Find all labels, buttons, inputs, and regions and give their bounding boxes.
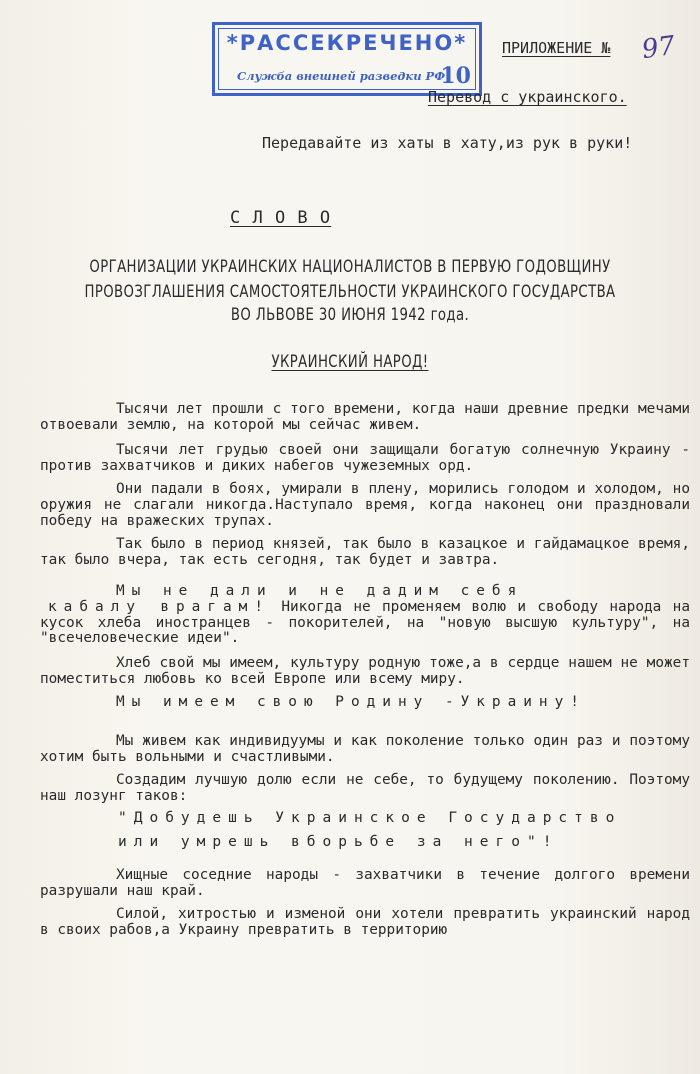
paragraph-text: Мы живем как индивидуумы и как поколение только один раз и поэтому хотим быть вольными и счастливыми. <box>40 733 690 765</box>
translation-note: Перевод с украинского. <box>428 88 627 106</box>
paragraph-text: Силой, хитростью и изменой они хотели превратить украинский народ в своих рабов,а Украину превратить в территорию <box>40 906 690 938</box>
paragraph <box>40 656 690 688</box>
slogan-line-1: "Добудешь Украинское Государство <box>118 810 622 826</box>
paragraph <box>40 907 690 939</box>
stamp-number: 10 <box>440 63 471 89</box>
paragraph-text: Хищные соседние народы - захватчики в течение долгого времени разрушали наш край. <box>40 867 690 899</box>
stamp-subtitle: Служба внешней разведки РФ <box>237 69 446 83</box>
paragraph <box>40 868 690 900</box>
title-line-3: ВО ЛЬВОВЕ 30 ИЮНЯ 1942 года. <box>230 305 470 325</box>
paragraph-text: Никогда не променяем волю и свободу народа на кусок хлеба иностранцев - покорителей, на "новую высшую культуру", на "всечеловеческие идеи". <box>40 598 690 647</box>
paragraph <box>40 584 690 647</box>
paragraph-text: Тысячи лет грудью своей они защищали богатую солнечную Украину - против захватчиков и диких набегов чужеземных орд. <box>40 442 690 474</box>
title-line-1: ОРГАНИЗАЦИИ УКРАИНСКИХ НАЦИОНАЛИСТОВ В ПЕРВУЮ ГОДОВЩИНУ <box>89 257 611 277</box>
address-heading: УКРАИНСКИЙ НАРОД! <box>271 352 429 372</box>
paragraph <box>40 443 690 475</box>
paragraph <box>40 537 690 569</box>
slogan-line-2: или умрешь вборьбе за него"! <box>118 834 559 850</box>
spaced-phrase: Мы не дали и не дадим себя <box>116 583 524 599</box>
title-line-2: ПРОВОЗГЛАШЕНИЯ САМОСТОЯТЕЛЬНОСТИ УКРАИНСКОГО ГОСУДАРСТВА <box>84 282 616 302</box>
paragraph-text: Тысячи лет прошли с того времени, когда наши древние предки мечами отвоевали землю, на которой мы сейчас живем. <box>40 401 690 433</box>
paragraph <box>40 773 690 805</box>
paragraph-text: Хлеб свой мы имеем, культуру родную тоже,а в сердце нашем не может поместиться любовь ко всей Европе или всему миру. <box>40 655 690 687</box>
paragraph <box>40 734 690 766</box>
declassified-stamp <box>212 22 482 96</box>
paragraph <box>40 402 690 434</box>
paragraph-text: Они падали в боях, умирали в плену, морились голодом и холодом, но оружия не слагали никогда.Наступало время, когда наконец они праздновали победу на вражеских трупах. <box>40 481 690 529</box>
paragraph <box>40 695 690 711</box>
spaced-phrase: кабалу врагам! <box>48 598 270 615</box>
spaced-phrase: Мы имеем свою Родину -Украину! <box>116 694 586 710</box>
appendix-label: ПРИЛОЖЕНИЕ № <box>502 39 611 57</box>
document-title-word: С Л О В О <box>230 208 332 228</box>
motto: Передавайте из хаты в хату,из рук в руки! <box>262 134 633 152</box>
paragraph <box>40 482 690 529</box>
paragraph-text: Так было в период князей, так было в казацкое и гайдамацкое время, так было вчера, так есть сегодня, так будет и завтра. <box>40 536 690 568</box>
paragraph-text: Создадим лучшую долю если не себе, то будущему поколению. Поэтому наш лозунг таков: <box>40 772 690 804</box>
stamp-title: *РАССЕКРЕЧЕНО* <box>226 31 468 55</box>
appendix-number: 97 <box>640 30 678 66</box>
